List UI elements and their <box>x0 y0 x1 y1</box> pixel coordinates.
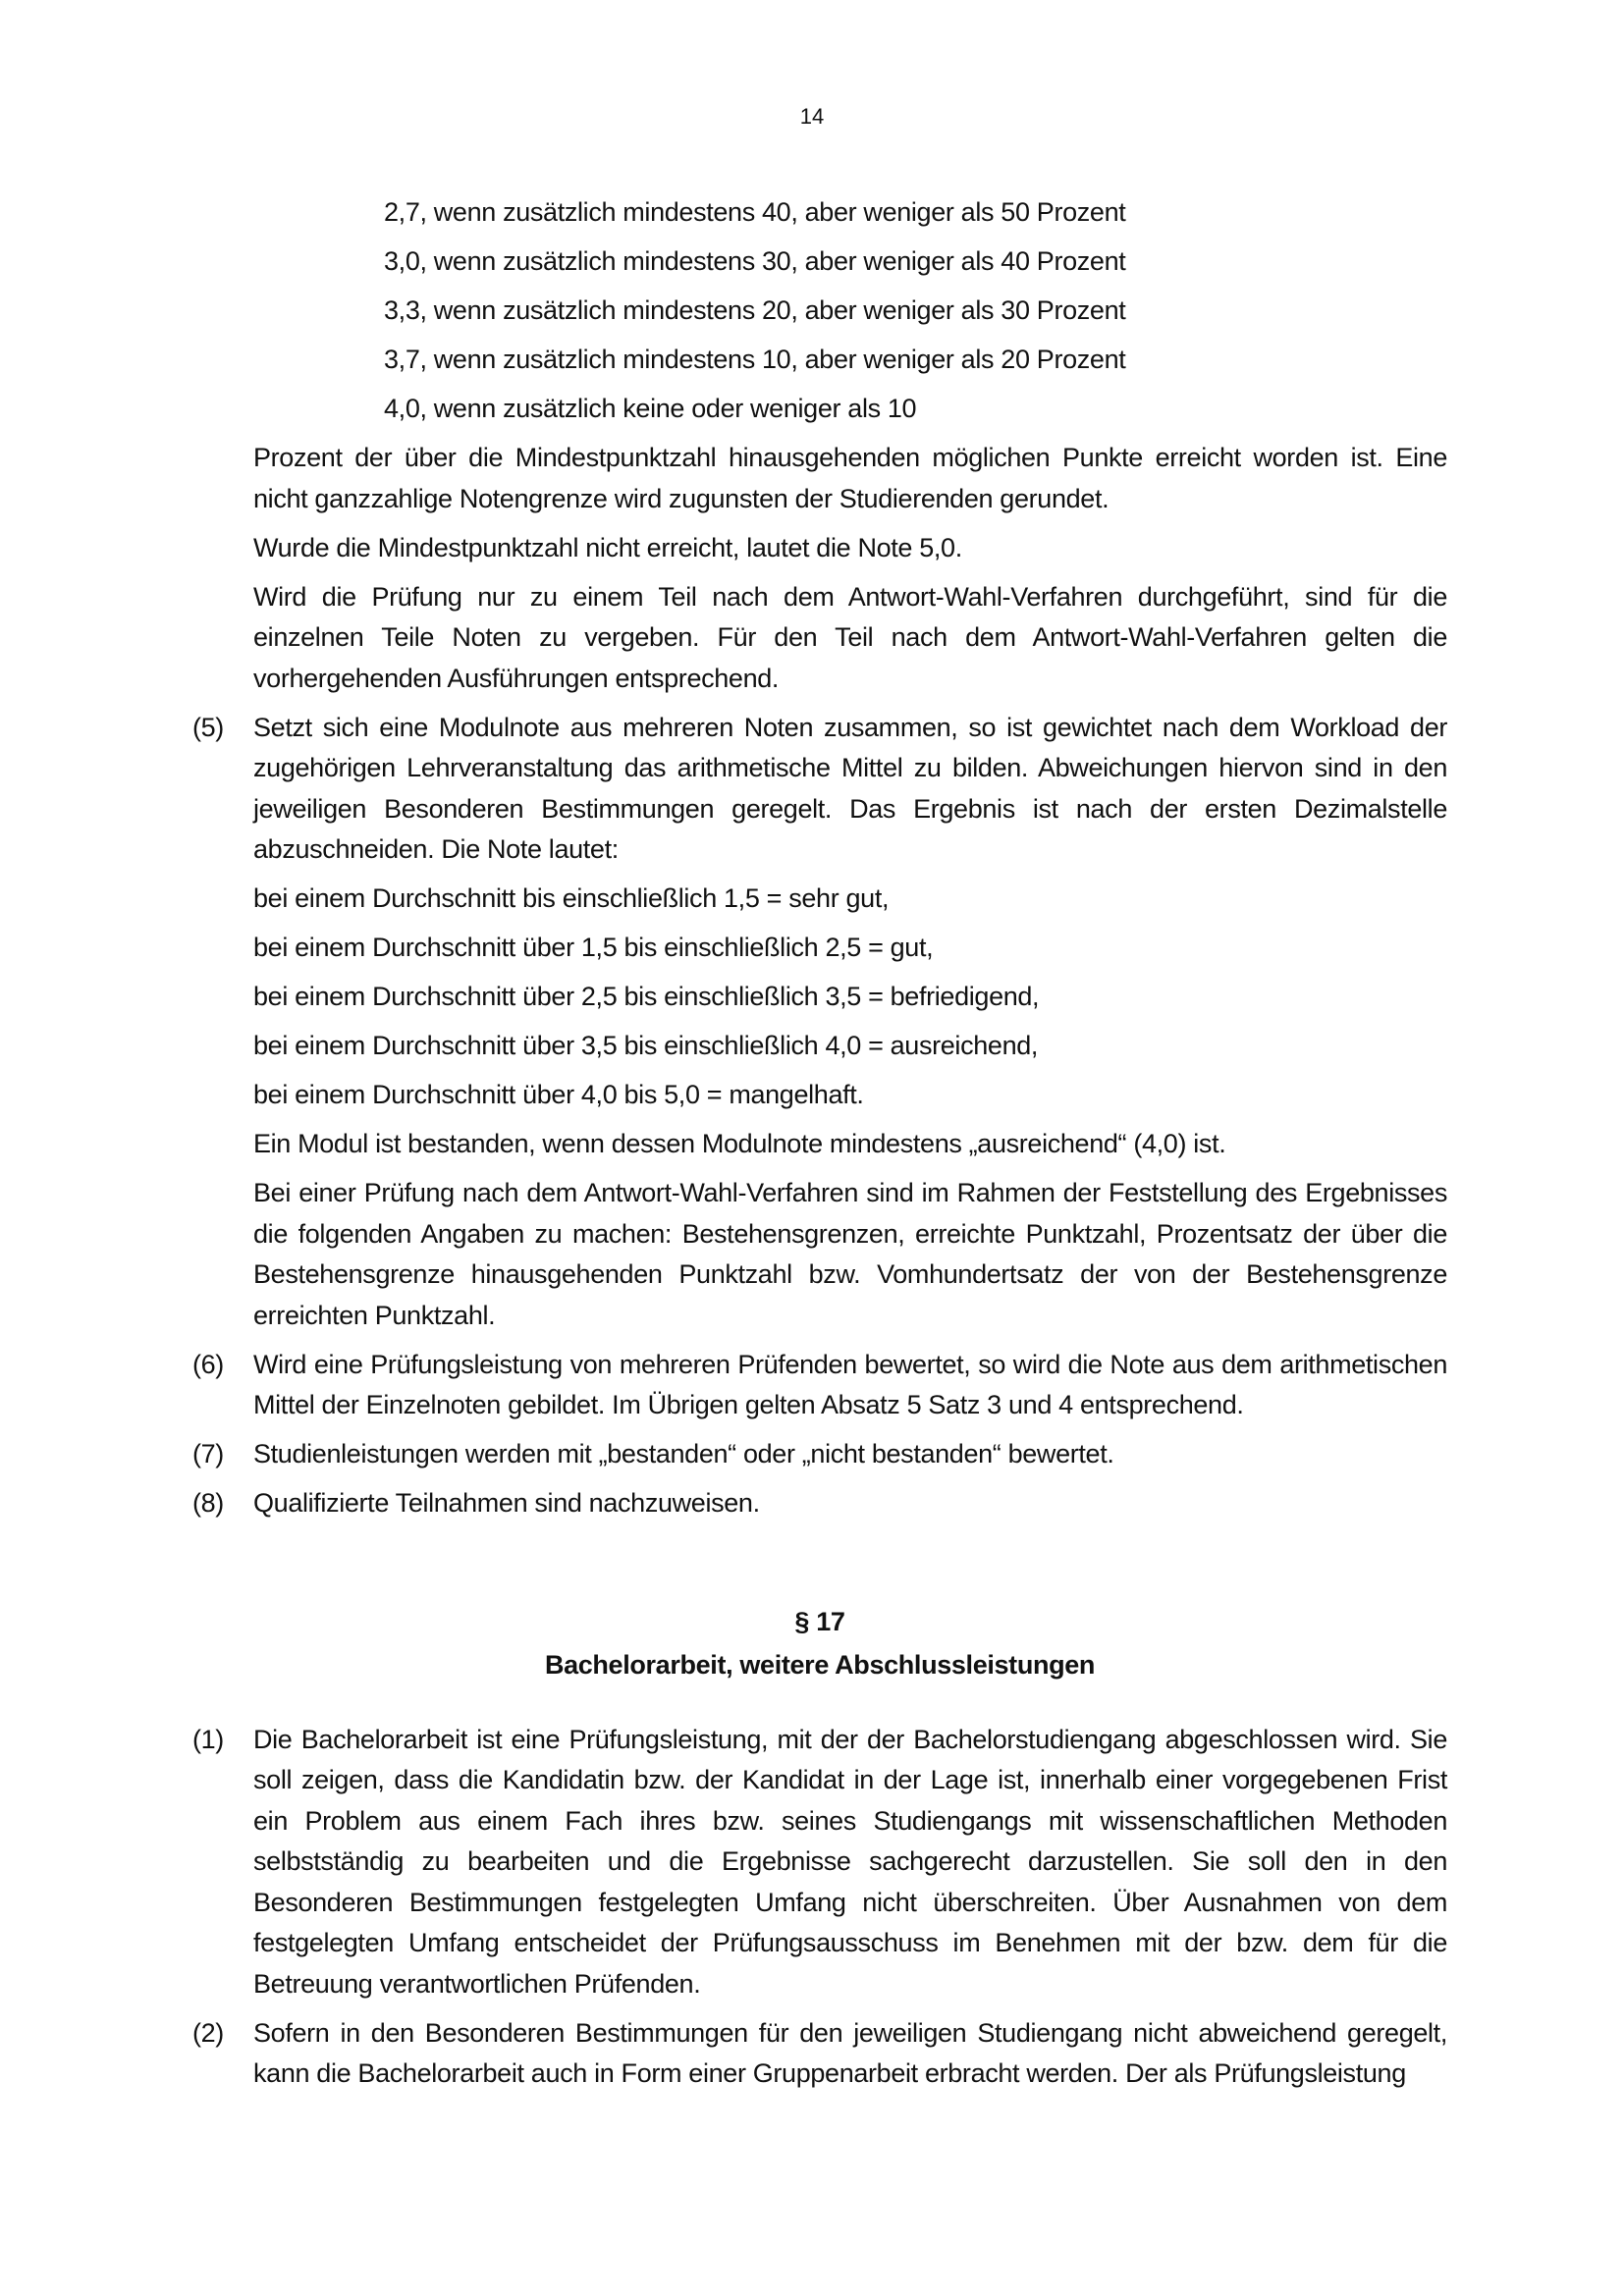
grade-scale-sufficient: bei einem Durchschnitt über 3,5 bis einschließlich 4,0 = ausreichend, <box>253 1031 1039 1060</box>
section-heading <box>192 1600 1447 1686</box>
section-number: § 17 <box>794 1606 845 1636</box>
section-17-item-2-text: Sofern in den Besonderen Bestimmungen für den jeweiligen Studiengang nicht abweichend geregelt, kann die Bachelorarbeit auch in Form einer Gruppenarbeit erbracht werden. Der als Prüfungsleistung <box>253 2017 1447 2088</box>
grade-line-2-7: 2,7, wenn zusätzlich mindestens 40, aber weniger als 50 Prozent <box>384 197 1126 227</box>
awv-result-paragraph: Bei einer Prüfung nach dem Antwort-Wahl-Verfahren sind im Rahmen der Feststellung des Ergebnisses die folgenden Angaben zu machen: Bestehensgrenzen, erreichte Punktzahl, Prozentsatz der über die Bestehensgrenze hinausgehenden Punktzahl bzw. Vomhundertsatz der von der Bestehensgrenze erreichten Punktzahl. <box>253 1178 1447 1330</box>
grade-scale-very-good: bei einem Durchschnitt bis einschließlich 1,5 = sehr gut, <box>253 883 890 913</box>
section-17-item-1-text: Die Bachelorarbeit ist eine Prüfungsleistung, mit der der Bachelorstudiengang abgeschlossen wird. Sie soll zeigen, dass die Kandidatin bzw. der Kandidat in der Lage ist, innerhalb einer vorgegebenen Frist ein Problem aus einem Fach ihres bzw. seines Studiengangs mit wissenschaftlichen Methoden selbstständig zu bearbeiten und die Ergebnisse sachgerecht darzustellen. Sie soll den in den Besonderen Bestimmungen festgelegten Umfang nicht überschreiten. Über Ausnahmen von dem festgelegten Umfang entscheidet der Prüfungsausschuss im Benehmen mit der bzw. dem für die Betreuung verantwortlichen Prüfenden. <box>253 1724 1447 1999</box>
section-title: Bachelorarbeit, weitere Abschlussleistungen <box>544 1649 1096 1680</box>
section-17-item-1 <box>192 1720 1447 2005</box>
grade-scale-satisfactory: bei einem Durchschnitt über 2,5 bis einschließlich 3,5 = befriedigend, <box>253 982 1040 1011</box>
item-7-number: (7) <box>192 1439 224 1468</box>
page-content <box>192 192 1447 2103</box>
item-6 <box>192 1345 1447 1426</box>
rounding-paragraph: Prozent der über die Mindestpunktzahl hinausgehenden möglichen Punkte erreicht worden ist. Eine nicht ganzzahlige Notengrenze wird zugunsten der Studierenden gerundet. <box>253 443 1447 513</box>
grade-line-3-0: 3,0, wenn zusätzlich mindestens 30, aber weniger als 40 Prozent <box>384 246 1126 276</box>
item-5-number: (5) <box>192 712 224 742</box>
module-passed-paragraph: Ein Modul ist bestanden, wenn dessen Modulnote mindestens „ausreichend“ (4,0) ist. <box>253 1129 1226 1158</box>
page-number: 14 <box>799 104 825 129</box>
grade-scale-good: bei einem Durchschnitt über 1,5 bis einschließlich 2,5 = gut, <box>253 933 934 962</box>
section-17-item-2 <box>192 2013 1447 2095</box>
item-8 <box>192 1483 1447 1524</box>
section-17-item-2-number: (2) <box>192 2017 224 2048</box>
grade-line-3-3: 3,3, wenn zusätzlich mindestens 20, aber weniger als 30 Prozent <box>384 295 1126 325</box>
item-5-text: Setzt sich eine Modulnote aus mehreren Noten zusammen, so ist gewichtet nach dem Workload der zugehörigen Lehrveranstaltung das arithmetische Mittel zu bilden. Abweichungen hiervon sind in den jeweiligen Besonderen Bestimmungen geregelt. Das Ergebnis ist nach der ersten Dezimalstelle abzuschneiden. Die Note lautet: <box>253 712 1447 864</box>
section-17-item-1-number: (1) <box>192 1724 224 1754</box>
item-7-text: Studienleistungen werden mit „bestanden“ oder „nicht bestanden“ bewertet. <box>253 1439 1114 1468</box>
partial-awv-paragraph: Wird die Prüfung nur zu einem Teil nach dem Antwort-Wahl-Verfahren durchgeführt, sind für die einzelnen Teile Noten zu vergeben. Für den Teil nach dem Antwort-Wahl-Verfahren gelten die vorhergehenden Ausführungen entsprechend. <box>253 581 1447 693</box>
grade-scale-deficient: bei einem Durchschnitt über 4,0 bis 5,0 = mangelhaft. <box>253 1080 864 1109</box>
item-8-number: (8) <box>192 1488 224 1518</box>
grade-line-4-0: 4,0, wenn zusätzlich keine oder weniger als 10 <box>384 394 917 423</box>
grade-line-3-7: 3,7, wenn zusätzlich mindestens 10, aber weniger als 20 Prozent <box>384 345 1126 374</box>
item-7 <box>192 1434 1447 1475</box>
failing-grade-paragraph: Wurde die Mindestpunktzahl nicht erreicht, lautet die Note 5,0. <box>253 532 962 562</box>
item-8-text: Qualifizierte Teilnahmen sind nachzuweisen. <box>253 1488 760 1518</box>
item-5 <box>192 708 1447 871</box>
item-6-text: Wird eine Prüfungsleistung von mehreren Prüfenden bewertet, so wird die Note aus dem arithmetischen Mittel der Einzelnoten gebildet. Im Übrigen gelten Absatz 5 Satz 3 und 4 entsprechend. <box>253 1349 1447 1419</box>
item-6-number: (6) <box>192 1349 224 1379</box>
